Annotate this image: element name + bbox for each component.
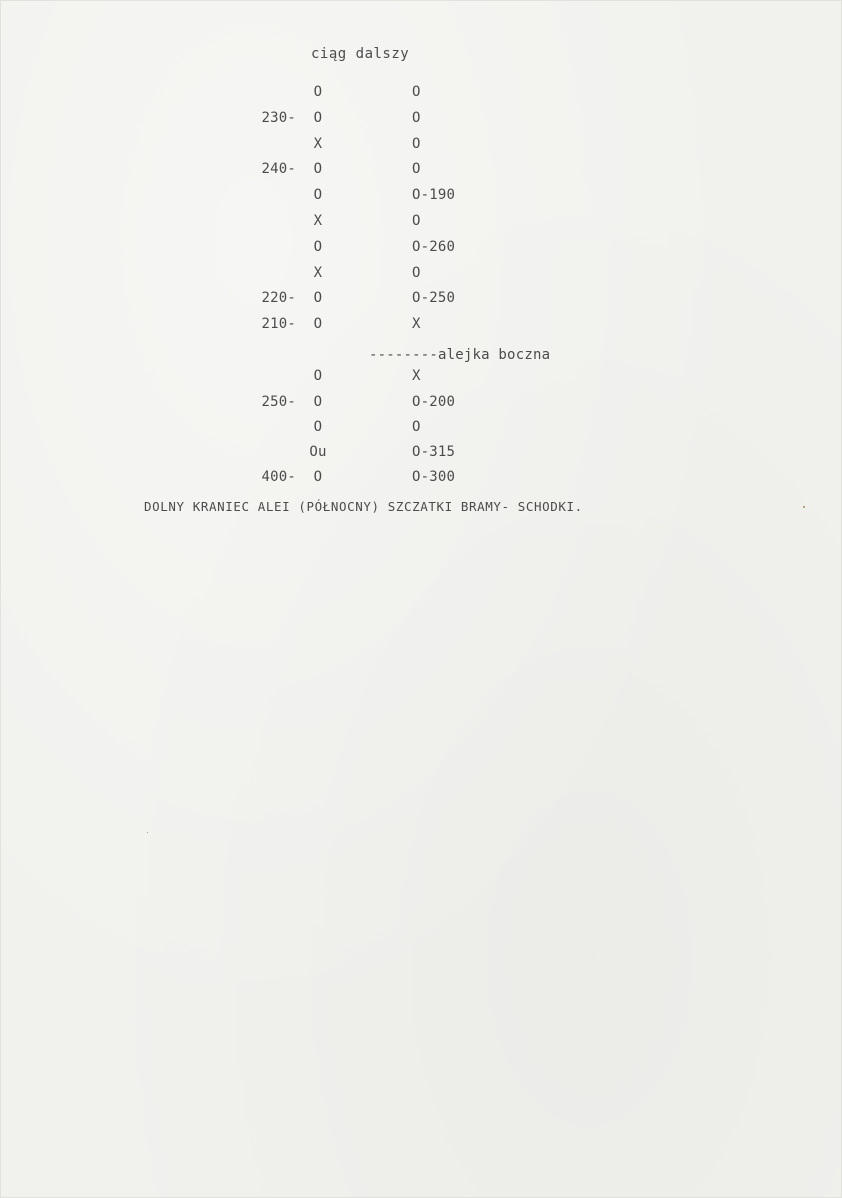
- row-middle-symbol: X: [313, 213, 323, 229]
- row-right-symbol: O-260: [412, 239, 456, 255]
- row-left-marker: 210-: [261, 316, 296, 332]
- row-right-symbol: O-190: [412, 187, 456, 203]
- footer-note: DOLNY KRANIEC ALEI (PÓŁNOCNY) SZCZATKI BRAMY- SCHODKI.: [144, 499, 583, 514]
- row-right-symbol: O-300: [412, 469, 456, 485]
- paper-speck: [147, 832, 148, 833]
- paper-speck: [803, 506, 805, 508]
- row-middle-symbol: O: [313, 239, 323, 255]
- row-right-symbol: O-315: [412, 444, 456, 460]
- row-middle-symbol: X: [313, 136, 323, 152]
- row-right-symbol: O: [412, 265, 421, 281]
- row-right-symbol: X: [412, 316, 421, 332]
- row-right-symbol: O: [412, 419, 421, 435]
- row-middle-symbol: O: [313, 419, 323, 435]
- row-right-symbol: X: [412, 368, 421, 384]
- row-left-marker: 240-: [261, 161, 296, 177]
- row-middle-symbol: O: [313, 161, 323, 177]
- row-right-symbol: O: [412, 136, 421, 152]
- row-right-symbol: O-200: [412, 394, 456, 410]
- row-middle-symbol: O: [313, 84, 323, 100]
- row-left-marker: 250-: [261, 394, 296, 410]
- row-right-symbol: O: [412, 161, 421, 177]
- row-middle-symbol: O: [313, 316, 323, 332]
- row-right-symbol: O-250: [412, 290, 456, 306]
- row-left-marker: 400-: [261, 469, 296, 485]
- row-left-marker: 220-: [261, 290, 296, 306]
- row-middle-symbol: O: [313, 368, 323, 384]
- row-middle-symbol: O: [313, 394, 323, 410]
- row-right-symbol: O: [412, 84, 421, 100]
- row-middle-symbol: O: [313, 187, 323, 203]
- row-middle-symbol: O: [313, 469, 323, 485]
- row-right-symbol: O: [412, 213, 421, 229]
- row-middle-symbol: O: [313, 290, 323, 306]
- side-path-label: --------alejka boczna: [369, 347, 551, 363]
- row-left-marker: 230-: [261, 110, 296, 126]
- row-middle-symbol: O: [313, 110, 323, 126]
- row-middle-symbol: Ou: [309, 444, 327, 460]
- heading: ciąg dalszy: [311, 46, 410, 62]
- row-middle-symbol: X: [313, 265, 323, 281]
- row-right-symbol: O: [412, 110, 421, 126]
